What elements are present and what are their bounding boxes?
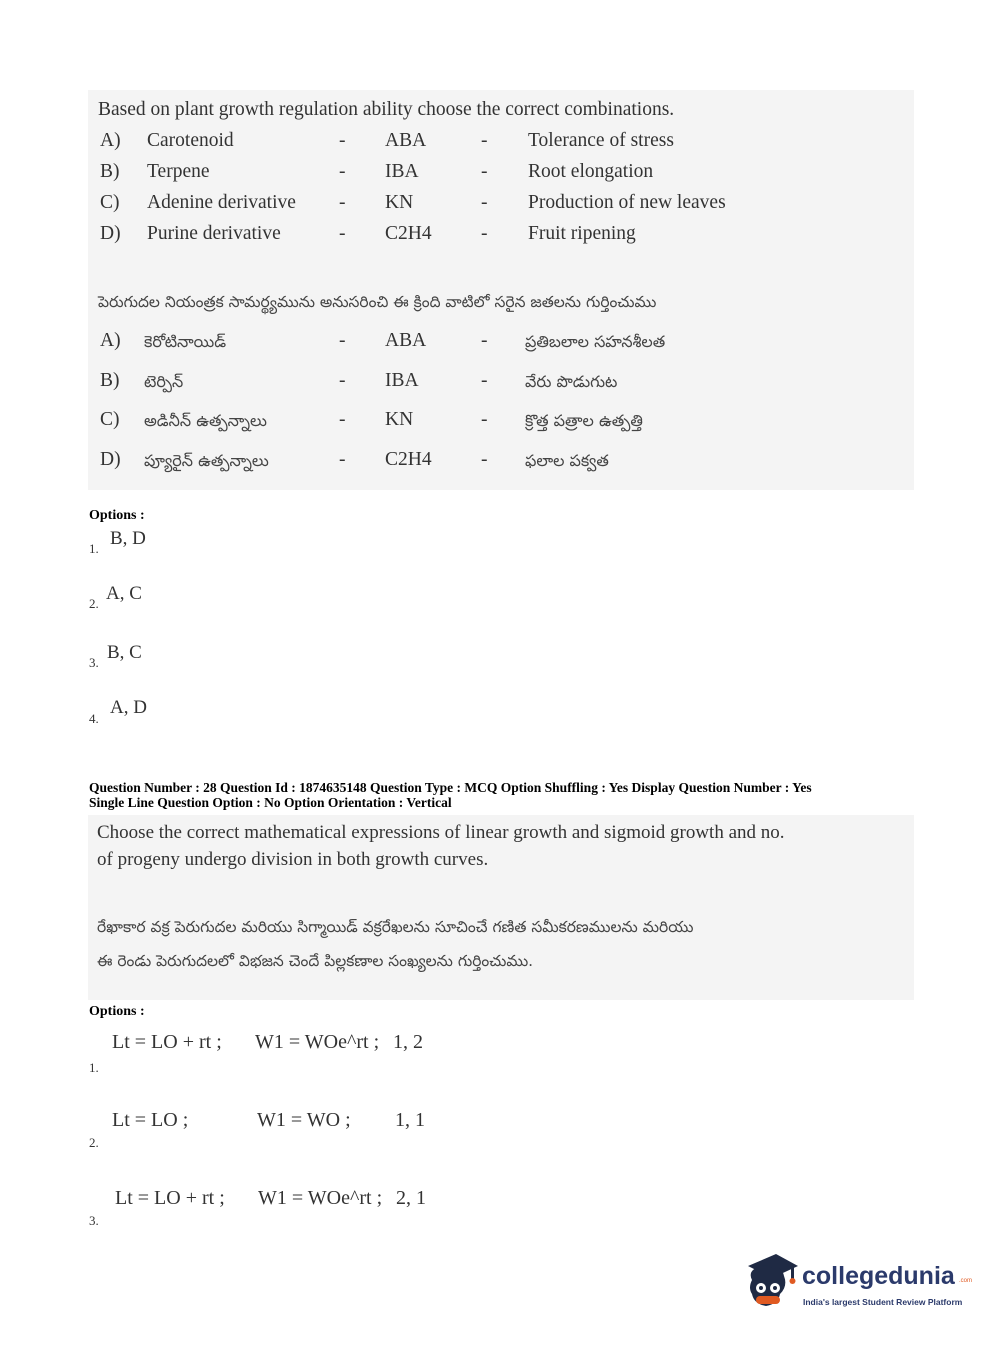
q28-options-label: Options : — [89, 1004, 145, 1019]
option-equation-2: W1 = WO ; — [257, 1109, 351, 1131]
row-col1: Terpene — [147, 161, 210, 182]
row-dash: - — [339, 130, 346, 151]
option-value: B, C — [107, 642, 142, 663]
logo-domain: .com — [959, 1278, 973, 1284]
row-dash: - — [481, 409, 488, 430]
option-value: A, D — [110, 697, 147, 718]
row-col3: Root elongation — [528, 161, 654, 182]
q28-question-line1: Choose the correct mathematical expressions of linear growth and sigmoid growth and no. — [97, 822, 785, 843]
row-dash: - — [481, 370, 488, 391]
option-ratio: 1, 2 — [393, 1031, 423, 1053]
row-col1: Carotenoid — [147, 130, 234, 151]
row-col3: Production of new leaves — [528, 192, 726, 213]
row-dash: - — [481, 130, 488, 151]
option-number: 3. — [89, 655, 99, 670]
option-number: 3. — [89, 1213, 99, 1228]
row-col1: ప్యూరైన్ ఉత్పన్నాలు — [144, 451, 269, 470]
q27-options-label: Options : — [89, 508, 145, 523]
row-col3: ఫలాల పక్వత — [525, 451, 609, 470]
mascot-icon — [742, 1250, 800, 1312]
row-col2: IBA — [385, 161, 419, 182]
row-letter: B) — [100, 370, 120, 391]
row-col2: ABA — [385, 330, 427, 351]
row-dash: - — [339, 330, 346, 351]
q27-question-text: Based on plant growth regulation ability choose the correct combinations. — [98, 99, 675, 120]
row-dash: - — [339, 409, 346, 430]
q27-telugu-question: పెరుగుదల నియంత్రక సామర్థ్యమును అనుసరించి ఈ క్రింది వాటిలో సరైన జతలను గుర్తించుము — [98, 293, 657, 311]
row-col3: Tolerance of stress — [528, 130, 674, 151]
row-dash: - — [339, 370, 346, 391]
row-letter: A) — [100, 330, 121, 351]
row-dash: - — [481, 223, 488, 244]
option-equation-1: Lt = LO + rt ; — [115, 1187, 225, 1209]
row-col3: క్రొత్త పత్రాల ఉత్పత్తి — [525, 411, 643, 430]
row-dash: - — [339, 449, 346, 470]
row-col1: కెరోటినాయిడ్ — [144, 332, 227, 351]
option-value: B, D — [110, 528, 146, 549]
option-equation-1: Lt = LO + rt ; — [112, 1031, 222, 1053]
option-equation-1: Lt = LO ; — [112, 1109, 189, 1131]
option-number: 4. — [89, 711, 99, 726]
option-ratio: 2, 1 — [396, 1187, 426, 1209]
row-col3: ప్రతిబలాల సహనశీలత — [525, 332, 666, 351]
q28-question-line2: of progeny undergo division in both growth curves. — [97, 849, 489, 870]
row-col1: Purine derivative — [147, 223, 281, 244]
option-number: 2. — [89, 596, 99, 611]
row-col1: అడినీన్ ఉత్పన్నాలు — [144, 411, 267, 430]
row-dash: - — [339, 192, 346, 213]
row-letter: C) — [100, 409, 120, 430]
row-dash: - — [481, 330, 488, 351]
row-col2: KN — [385, 409, 414, 430]
row-letter: A) — [100, 130, 121, 151]
collegedunia-logo[interactable] — [742, 1250, 972, 1320]
logo-tagline: India's largest Student Review Platform — [803, 1297, 963, 1307]
option-number: 2. — [89, 1135, 99, 1150]
q28-telugu-line2: ఈ రెండు పెరుగుదలలో విభజన చెందే పిల్లకణాల సంఖ్యలను గుర్తించుము. — [97, 952, 534, 970]
row-dash: - — [339, 223, 346, 244]
row-col2: C2H4 — [385, 223, 432, 244]
row-letter: D) — [100, 449, 121, 470]
option-value: A, C — [106, 583, 142, 604]
option-ratio: 1, 1 — [395, 1109, 425, 1131]
row-col2: ABA — [385, 130, 427, 151]
row-col3: వేరు పొడుగుట — [525, 372, 618, 391]
option-equation-2: W1 = WOe^rt ; — [255, 1031, 380, 1053]
row-dash: - — [339, 161, 346, 182]
q28-telugu-line1: రేఖాకార వక్ర పెరుగుదల మరియు సిగ్మాయిడ్ వక్రరేఖలను సూచించే గణిత సమీకరణములను మరియు — [97, 918, 694, 936]
row-letter: C) — [100, 192, 120, 213]
row-col3: Fruit ripening — [528, 223, 636, 244]
q28-meta-line1: Question Number : 28 Question Id : 1874635148 Question Type : MCQ Option Shuffling : Yes Display Question Number : Yes — [89, 780, 812, 795]
row-col1: Adenine derivative — [147, 192, 296, 213]
option-equation-2: W1 = WOe^rt ; — [258, 1187, 383, 1209]
row-dash: - — [481, 161, 488, 182]
row-col1: టెర్పిన్ — [144, 372, 184, 391]
option-number: 1. — [89, 1060, 99, 1075]
row-dash: - — [481, 192, 488, 213]
row-col2: C2H4 — [385, 449, 432, 470]
option-number: 1. — [89, 541, 99, 556]
row-dash: - — [481, 449, 488, 470]
row-col2: IBA — [385, 370, 419, 391]
row-letter: D) — [100, 223, 121, 244]
row-col2: KN — [385, 192, 414, 213]
q28-meta-line2: Single Line Question Option : No Option Orientation : Vertical — [89, 795, 452, 810]
logo-wordmark: collegedunia — [802, 1262, 955, 1290]
row-letter: B) — [100, 161, 120, 182]
